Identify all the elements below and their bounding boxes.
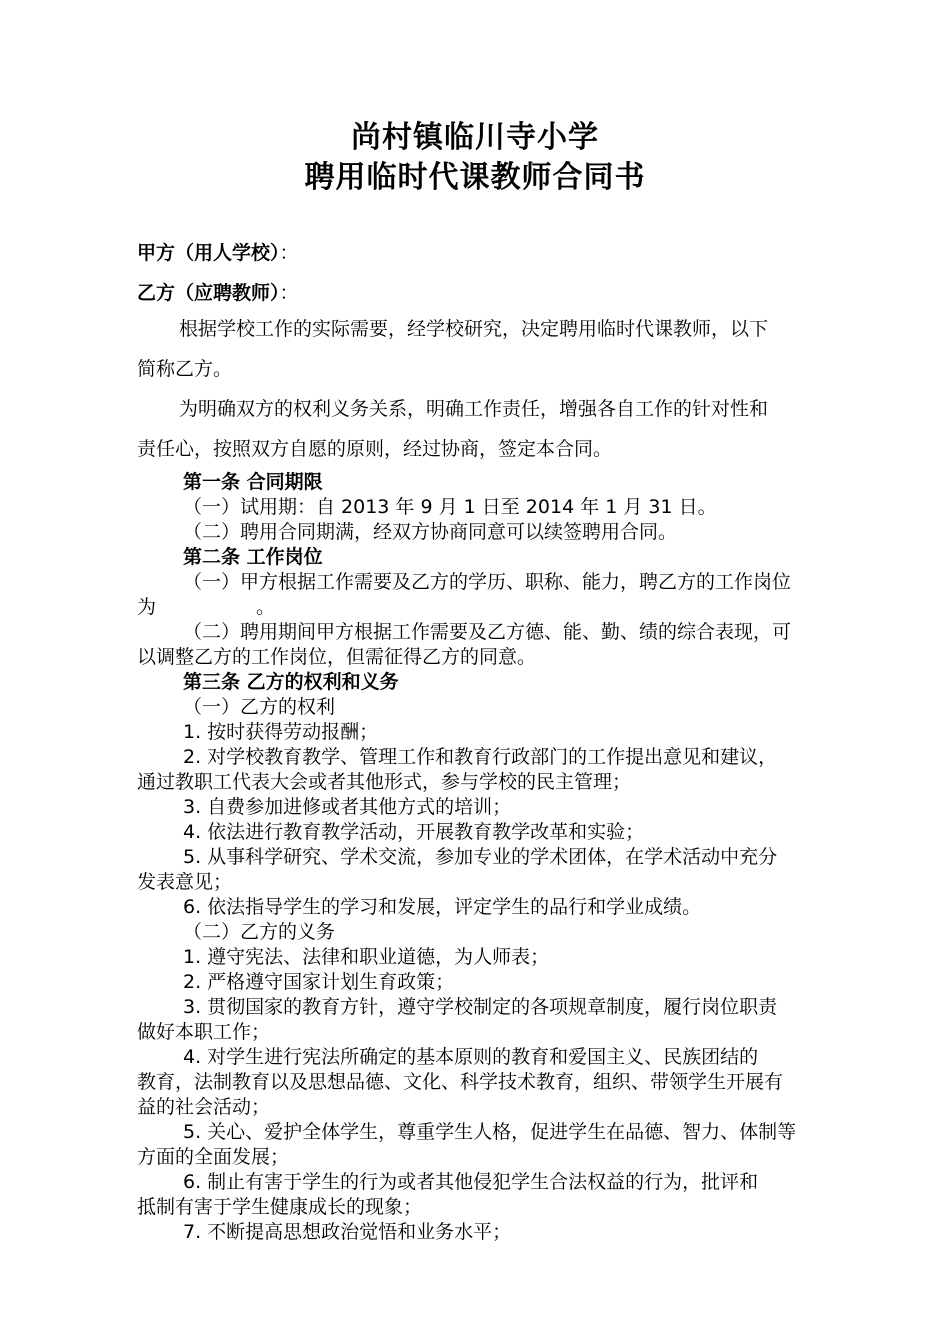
title-line-1: 尚村镇临川寺小学 bbox=[351, 120, 599, 155]
intro-paragraph-1-line-2: 简称乙方。 bbox=[137, 358, 233, 380]
right-5-line-1: 5. 从事科学研究、学术交流，参加专业的学术团体，在学术活动中充分 bbox=[183, 846, 778, 868]
duty-3-line-2: 做好本职工作； bbox=[137, 1021, 271, 1043]
duty-5-line-1: 5. 关心、爱护全体学生，尊重学生人格，促进学生在品德、智力、体制等 bbox=[183, 1121, 797, 1143]
article-2-heading: 第二条 工作岗位 bbox=[183, 546, 323, 568]
article-2-item-2-line-1: （二）聘用期间甲方根据工作需要及乙方德、能、勤、绩的综合表现，可 bbox=[183, 621, 792, 643]
party-a-colon: ： bbox=[279, 242, 299, 264]
article-2-item-1-line-1: （一）甲方根据工作需要及乙方的学历、职称、能力，聘乙方的工作岗位 bbox=[183, 571, 792, 593]
right-6: 6. 依法指导学生的学习和发展，评定学生的品行和学业成绩。 bbox=[183, 896, 702, 918]
duty-6-line-2: 抵制有害于学生健康成长的现象； bbox=[137, 1196, 423, 1218]
rights-heading: （一）乙方的权利 bbox=[183, 696, 336, 718]
title-line-2: 聘用临时代课教师合同书 bbox=[304, 160, 646, 195]
article-2-item-2-line-2: 以调整乙方的工作岗位，但需征得乙方的同意。 bbox=[137, 646, 537, 668]
duty-3-line-1: 3. 贯彻国家的教育方针，遵守学校制定的各项规章制度，履行岗位职责 bbox=[183, 996, 778, 1018]
duty-4-line-1: 4. 对学生进行宪法所确定的基本原则的教育和爱国主义、民族团结的 bbox=[183, 1046, 759, 1068]
right-5-line-2: 发表意见； bbox=[137, 871, 233, 893]
party-a-label: 甲方（用人学校） bbox=[137, 242, 280, 264]
duty-4-line-2: 教育，法制教育以及思想品德、文化、科学技术教育，组织、带领学生开展有 bbox=[137, 1071, 784, 1093]
right-4: 4. 依法进行教育教学活动，开展教育教学改革和实验； bbox=[183, 821, 645, 843]
party-b-label: 乙方（应聘教师） bbox=[137, 282, 280, 304]
article-2-item-1-suffix: 。 bbox=[256, 596, 276, 618]
party-b bbox=[137, 278, 299, 305]
duty-7: 7. 不断提高思想政治觉悟和业务水平； bbox=[183, 1221, 512, 1243]
article-3-heading: 第三条 乙方的权利和义务 bbox=[183, 671, 399, 693]
right-2-line-1: 2. 对学校教育教学、管理工作和教育行政部门的工作提出意见和建议， bbox=[183, 746, 778, 768]
duties-heading: （二）乙方的义务 bbox=[183, 921, 336, 943]
intro-paragraph-2-line-1: 为明确双方的权利义务关系，明确工作责任，增强各自工作的针对性和 bbox=[179, 398, 769, 420]
article-1-item-2: （二）聘用合同期满，经双方协商同意可以续签聘用合同。 bbox=[183, 521, 678, 543]
article-1-item-1: （一）试用期：自 2013 年 9 月 1 日至 2014 年 1 月 31 日。 bbox=[183, 496, 717, 518]
article-1-heading: 第一条 合同期限 bbox=[183, 471, 323, 493]
article-2-item-1-prefix: 为 bbox=[137, 596, 157, 618]
right-1: 1. 按时获得劳动报酬； bbox=[183, 721, 379, 743]
duty-1: 1. 遵守宪法、法律和职业道德，为人师表； bbox=[183, 946, 550, 968]
duty-2: 2. 严格遵守国家计划生育政策； bbox=[183, 971, 455, 993]
right-2-line-2: 通过教职工代表大会或者其他形式，参与学校的民主管理； bbox=[137, 771, 632, 793]
intro-paragraph-2-line-2: 责任心，按照双方自愿的原则，经过协商，签定本合同。 bbox=[137, 438, 613, 460]
duty-5-line-2: 方面的全面发展； bbox=[137, 1146, 290, 1168]
party-b-colon: ： bbox=[279, 282, 299, 304]
party-a bbox=[137, 238, 299, 265]
right-3: 3. 自费参加进修或者其他方式的培训； bbox=[183, 796, 512, 818]
article-2-item-1-line-2 bbox=[137, 595, 275, 619]
duty-4-line-3: 益的社会活动； bbox=[137, 1096, 271, 1118]
intro-paragraph-1-line-1: 根据学校工作的实际需要，经学校研究，决定聘用临时代课教师，以下 bbox=[179, 318, 769, 340]
duty-6-line-1: 6. 制止有害于学生的行为或者其他侵犯学生合法权益的行为，批评和 bbox=[183, 1171, 759, 1193]
